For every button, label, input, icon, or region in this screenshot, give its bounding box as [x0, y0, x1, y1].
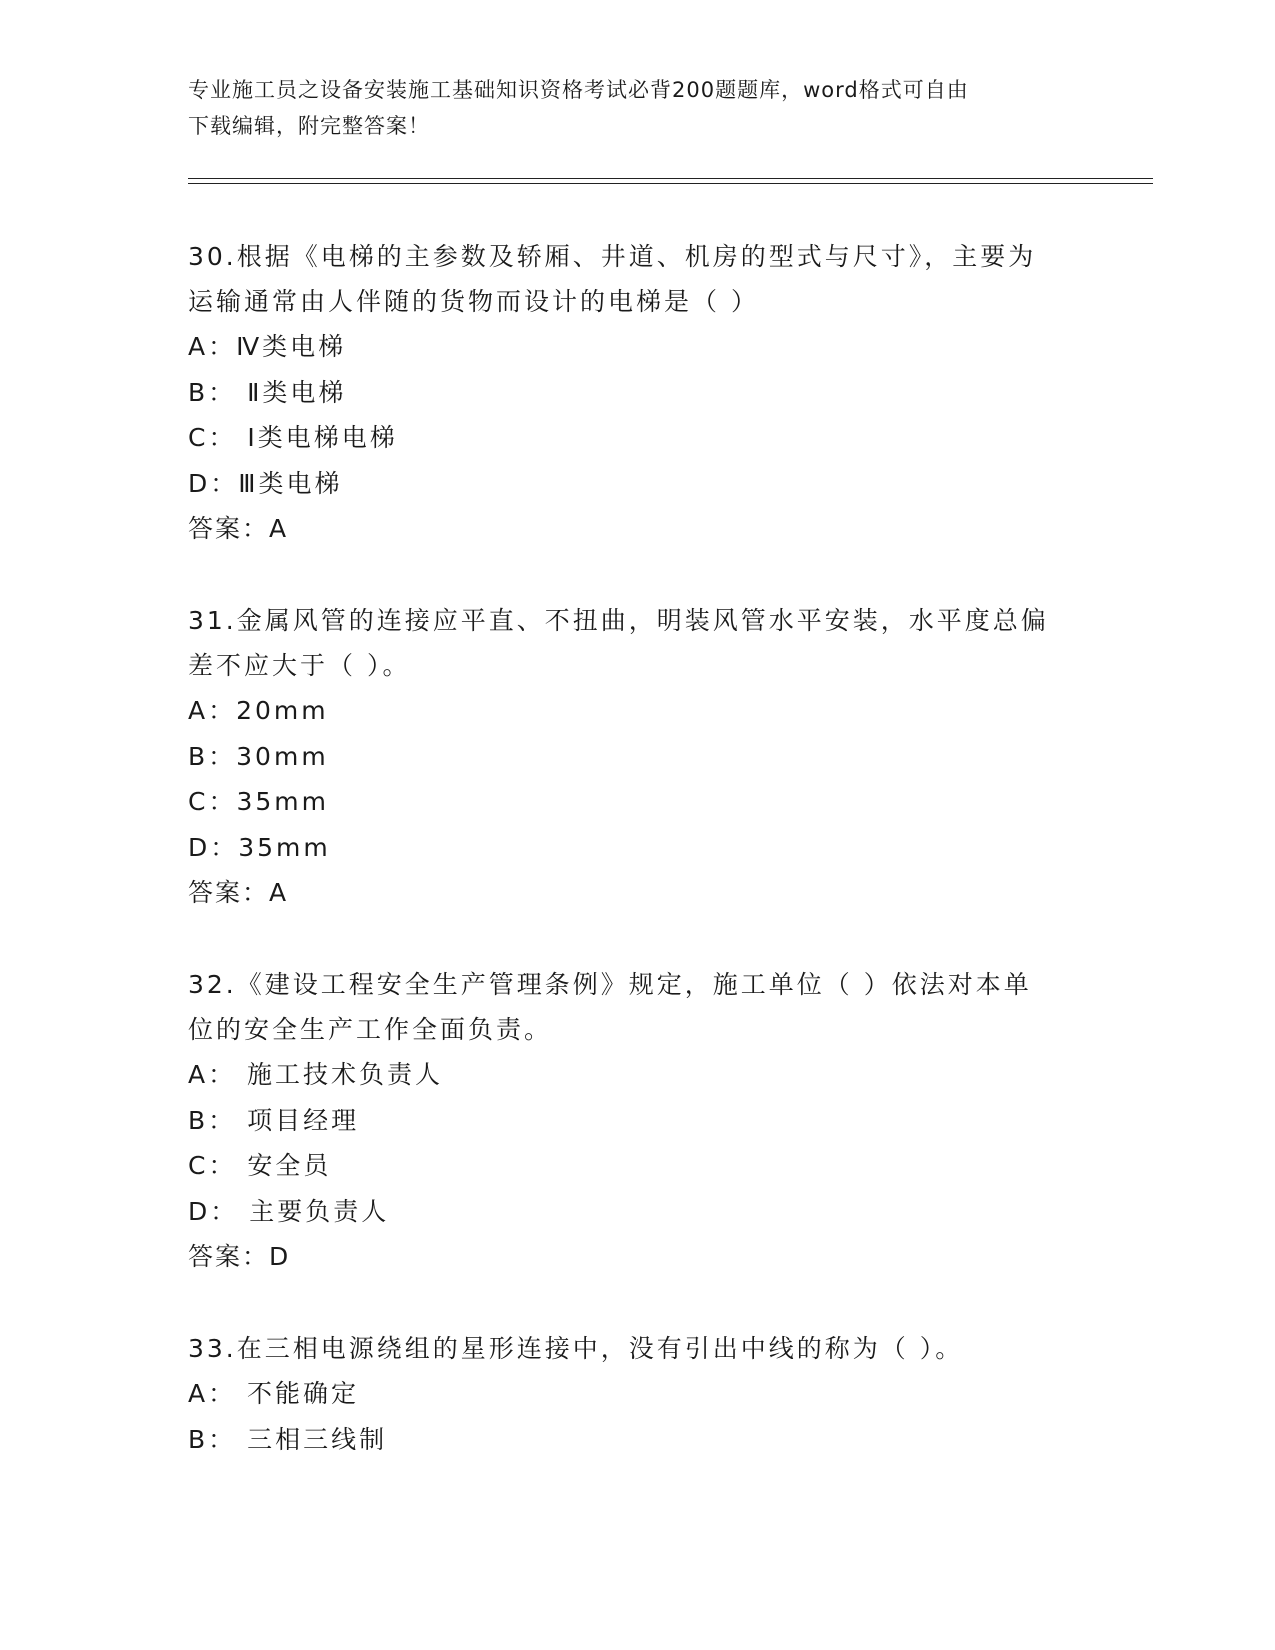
- question-30: [188, 234, 1088, 551]
- option-d: D：Ⅲ类电梯: [188, 468, 343, 498]
- question-stem-line-2: 位的安全生产工作全面负责。: [188, 1015, 553, 1044]
- question-stem-line-2: 运输通常由人伴随的货物而设计的电梯是（ ）: [188, 287, 759, 316]
- header-divider-bottom: [188, 183, 1153, 184]
- option-b: B： Ⅱ类电梯: [188, 377, 347, 407]
- option-c: C： 安全员: [188, 1151, 332, 1180]
- option-c: C：35mm: [188, 787, 329, 816]
- option-a: A： 施工技术负责人: [188, 1060, 444, 1089]
- option-a: A：Ⅳ类电梯: [188, 332, 347, 361]
- answer: 答案：A: [188, 514, 289, 543]
- option-d: D：35mm: [188, 832, 331, 862]
- question-32: [188, 962, 1088, 1279]
- question-stem-line-2: 差不应大于（ ）。: [188, 651, 411, 680]
- question-31: [188, 598, 1088, 915]
- header-title-line-1: 专业施工员之设备安装施工基础知识资格考试必背200题题库，word格式可自由: [188, 78, 969, 102]
- question-stem-line-1: 30.根据《电梯的主参数及轿厢、井道、机房的型式与尺寸》，主要为: [188, 242, 1037, 271]
- question-stem-line-1: 32.《建设工程安全生产管理条例》规定，施工单位（ ）依法对本单: [188, 970, 1032, 999]
- answer: 答案：A: [188, 878, 289, 907]
- question-stem-line-1: 33.在三相电源绕组的星形连接中，没有引出中线的称为（ ）。: [188, 1334, 964, 1363]
- option-b: B：30mm: [188, 741, 329, 771]
- document-header: [188, 72, 1068, 144]
- header-title-line-2: 下载编辑，附完整答案！: [188, 114, 430, 138]
- option-b: B： 项目经理: [188, 1105, 360, 1135]
- question-33: [188, 1326, 1088, 1462]
- option-d: D： 主要负责人: [188, 1196, 390, 1226]
- option-a: A： 不能确定: [188, 1379, 360, 1408]
- option-c: C： Ⅰ类电梯电梯: [188, 423, 398, 452]
- answer: 答案：D: [188, 1242, 291, 1271]
- question-stem-line-1: 31.金属风管的连接应平直、不扭曲，明装风管水平安装，水平度总偏: [188, 606, 1049, 635]
- option-a: A：20mm: [188, 696, 329, 725]
- option-b: B： 三相三线制: [188, 1424, 388, 1454]
- header-divider-top: [188, 178, 1153, 179]
